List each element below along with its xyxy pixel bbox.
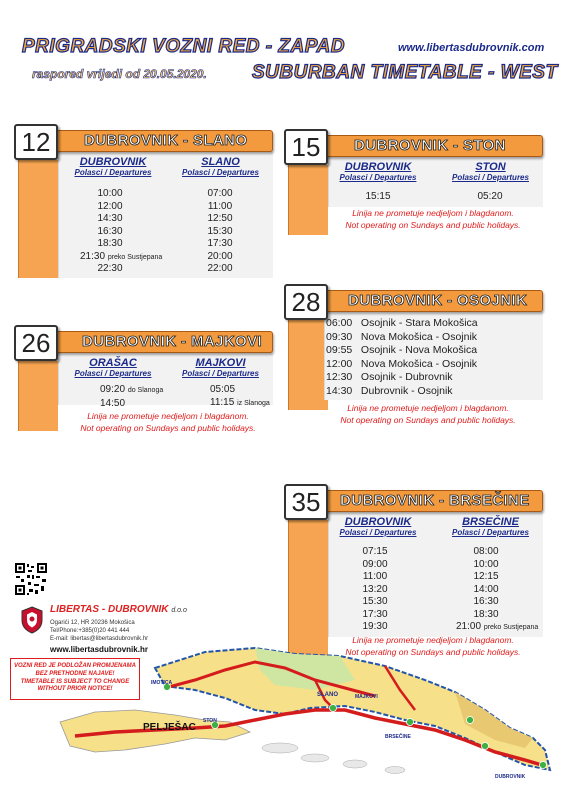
route-note: preko Sustjepana bbox=[107, 253, 163, 261]
origin-times bbox=[80, 188, 140, 251]
departure-time: 18:30 bbox=[473, 608, 499, 620]
destination-stop: BRSEČINE bbox=[462, 516, 519, 528]
departures-label: Polasci / Departures bbox=[452, 173, 529, 182]
note-croatian: Linija ne prometuje nedjeljom i blagdanom. bbox=[352, 208, 514, 218]
operating-note bbox=[43, 410, 293, 434]
destination-time-note-row bbox=[456, 621, 546, 635]
map-label-imotica: IMOTICA bbox=[151, 680, 173, 686]
destination-header bbox=[438, 161, 543, 182]
line-title: DUBROVNIK - MAJKOVI bbox=[82, 333, 263, 350]
origin-stop: DUBROVNIK bbox=[344, 516, 412, 528]
departure-time: 15:30 bbox=[362, 596, 388, 607]
company-email[interactable]: E-mail: libertas@libertasdubrovnik.hr bbox=[50, 636, 149, 642]
note-english: Not operating on Sundays and public holidays. bbox=[345, 220, 521, 230]
departure-time: 12:00 bbox=[97, 200, 123, 212]
origin-header bbox=[58, 357, 168, 378]
time-row bbox=[210, 397, 290, 411]
route-name: Nova Mokošica - Osojnik bbox=[360, 330, 478, 343]
origin-header bbox=[58, 156, 168, 177]
departure-time: 08:00 bbox=[473, 546, 499, 557]
departure-time: 12:50 bbox=[207, 213, 233, 224]
route-name: Nova Mokošica - Osojnik bbox=[360, 357, 478, 370]
destination-times bbox=[190, 188, 250, 276]
route-row bbox=[326, 358, 541, 372]
departure-time: 17:30 bbox=[207, 238, 233, 249]
route-time: 06:00 bbox=[326, 317, 353, 329]
line-number: 35 bbox=[284, 484, 328, 520]
company-website[interactable]: www.libertasdubrovnik.hr bbox=[50, 645, 148, 654]
island-shape bbox=[343, 760, 367, 768]
line-title: DUBROVNIK - OSOJNIK bbox=[348, 292, 528, 309]
departures-label: Polasci / Departures bbox=[339, 173, 417, 182]
qr-code-icon[interactable] bbox=[14, 562, 48, 596]
destination-header bbox=[168, 156, 273, 177]
island-shape bbox=[385, 767, 405, 774]
company-suffix: d.o.o bbox=[171, 607, 187, 614]
departure-time: 22:30 bbox=[97, 263, 123, 274]
line-15-card bbox=[288, 132, 543, 235]
note-english: Not operating on Sundays and public holidays. bbox=[80, 423, 256, 433]
departure-time: 16:30 bbox=[97, 225, 123, 237]
valid-from-date: raspored vrijedi od 20.05.2020. bbox=[32, 67, 207, 81]
destination-times bbox=[456, 546, 516, 621]
map-label-brsecine: BRSEČINE bbox=[385, 734, 411, 740]
departure-time: 07:00 bbox=[207, 188, 233, 199]
departure-time: 09:20 bbox=[100, 384, 126, 395]
departure-time: 14:50 bbox=[100, 397, 126, 409]
departure-time: 05:05 bbox=[210, 384, 236, 395]
destination-times bbox=[210, 384, 290, 410]
warning-line: BEZ PRETHODNE NAJAVE! bbox=[35, 670, 115, 677]
departure-time: 21:30 bbox=[80, 250, 106, 262]
departure-time: 20:00 bbox=[207, 250, 233, 262]
departure-time: 11:15 bbox=[210, 396, 235, 408]
route-row bbox=[326, 385, 541, 399]
stop-marker bbox=[407, 719, 414, 726]
departure-time: 11:00 bbox=[362, 571, 388, 582]
line-title: DUBROVNIK - BRSEČINE bbox=[340, 492, 530, 509]
departure-time: 09:00 bbox=[362, 558, 388, 570]
departure-time: 10:00 bbox=[97, 188, 123, 199]
origin-header bbox=[328, 161, 428, 182]
origin-stop: DUBROVNIK bbox=[344, 161, 412, 173]
departures-label: Polasci / Departures bbox=[339, 528, 417, 537]
stop-marker bbox=[330, 705, 337, 712]
route-note: iz Slanoga bbox=[237, 399, 270, 407]
timetable-change-warning bbox=[10, 658, 140, 700]
card-accent bbox=[288, 320, 328, 410]
stop-marker bbox=[467, 717, 474, 724]
title-english: SUBURBAN TIMETABLE - WEST bbox=[252, 62, 558, 83]
departure-time: 10:00 bbox=[473, 558, 499, 570]
route-time: 14:30 bbox=[326, 384, 353, 397]
map-label-majkovi: MAJKOVI bbox=[355, 694, 378, 700]
departures-label: Polasci / Departures bbox=[452, 528, 529, 537]
departure-time: 14:00 bbox=[473, 583, 499, 595]
route-name: Osojnik - Nova Mokošica bbox=[360, 344, 478, 356]
island-shape bbox=[301, 754, 329, 762]
origin-times bbox=[345, 546, 405, 634]
origin-times bbox=[100, 384, 180, 410]
line-35-card bbox=[288, 487, 543, 660]
note-croatian: Linija ne prometuje nedjeljom i blagdanom. bbox=[352, 635, 514, 645]
departure-time: 15:30 bbox=[207, 225, 233, 237]
line-number: 26 bbox=[14, 325, 58, 361]
departure-time: 07:15 bbox=[362, 546, 388, 557]
line-26-card bbox=[18, 328, 273, 441]
line-28-card bbox=[288, 287, 543, 430]
time-row bbox=[100, 384, 180, 398]
warning-line: TIMETABLE IS SUBJECT TO CHANGE bbox=[20, 678, 130, 685]
website-link[interactable]: www.libertasdubrovnik.com bbox=[398, 42, 545, 54]
origin-header bbox=[328, 516, 428, 537]
line-title: DUBROVNIK - STON bbox=[354, 137, 506, 154]
line-number: 28 bbox=[284, 284, 328, 320]
card-accent bbox=[18, 160, 58, 278]
route-note: preko Sustjepana bbox=[483, 624, 539, 631]
departure-time: 21:00 bbox=[456, 621, 482, 632]
route-note: do Slanoga bbox=[127, 387, 164, 394]
destination-stop: MAJKOVI bbox=[195, 357, 246, 369]
origin-stop: ORAŠAC bbox=[89, 357, 137, 369]
departure-time: 12:15 bbox=[473, 571, 499, 582]
stop-marker bbox=[540, 762, 547, 769]
destination-time: 05:20 bbox=[477, 191, 503, 202]
note-english: Not operating on Sundays and public holidays. bbox=[340, 415, 516, 425]
departure-time: 11:00 bbox=[207, 200, 233, 212]
operating-note bbox=[308, 207, 558, 231]
departures-label: Polasci / Departures bbox=[74, 369, 152, 378]
departure-time: 22:00 bbox=[207, 263, 233, 274]
origin-time: 15:15 bbox=[365, 191, 391, 202]
departures-label: Polasci / Departures bbox=[182, 168, 259, 177]
map-label-ston: STON bbox=[203, 718, 217, 724]
note-croatian: Linija ne prometuje nedjeljom i blagdanom. bbox=[87, 411, 249, 421]
origin-stop: DUBROVNIK bbox=[79, 156, 147, 168]
map-label-peljesac: PELJEŠAC bbox=[143, 722, 196, 733]
map-label-slano: SLANO bbox=[317, 692, 338, 698]
departure-time: 18:30 bbox=[97, 238, 123, 249]
island-shape bbox=[262, 743, 298, 753]
destination-header bbox=[438, 516, 543, 537]
departures-label: Polasci / Departures bbox=[74, 168, 152, 177]
route-list bbox=[326, 317, 541, 398]
route-row bbox=[326, 371, 541, 385]
route-time: 12:00 bbox=[326, 357, 353, 370]
destination-header bbox=[168, 357, 273, 378]
origin-time-note-row bbox=[80, 251, 192, 265]
line-number: 12 bbox=[14, 124, 58, 160]
origin-times-last bbox=[80, 263, 140, 276]
route-time: 12:30 bbox=[326, 371, 353, 383]
route-row bbox=[326, 317, 541, 331]
route-name: Osojnik - Dubrovnik bbox=[360, 371, 453, 383]
title-croatian: PRIGRADSKI VOZNI RED - ZAPAD bbox=[22, 36, 345, 57]
operating-note bbox=[298, 402, 558, 426]
destination-stop: STON bbox=[475, 161, 506, 173]
company-name bbox=[50, 604, 187, 615]
note-english: Not operating on Sundays and public holidays. bbox=[345, 647, 521, 657]
warning-line: VOZNI RED JE PODLOŽAN PROMJENAMA bbox=[13, 663, 136, 669]
departure-time: 13:20 bbox=[362, 583, 388, 595]
route-time: 09:55 bbox=[326, 344, 353, 356]
route-name: Dubrovnik - Osojnik bbox=[360, 384, 453, 397]
line-number: 15 bbox=[284, 129, 328, 165]
route-name: Osojnik - Stara Mokošica bbox=[360, 317, 478, 329]
departure-time: 14:30 bbox=[97, 213, 123, 224]
destination-stop: SLANO bbox=[201, 156, 240, 168]
stop-marker bbox=[482, 743, 489, 750]
map-label-dubrovnik: DUBROVNIK bbox=[495, 774, 526, 780]
libertas-crest-icon bbox=[20, 606, 44, 634]
departure-time: 16:30 bbox=[473, 596, 499, 607]
company-phone: Tel/Phone:+385(0)20 441 444 bbox=[50, 628, 130, 634]
route-row bbox=[326, 344, 541, 358]
departures-label: Polasci / Departures bbox=[182, 369, 259, 378]
departure-time: 17:30 bbox=[362, 608, 388, 620]
line-title: DUBROVNIK - SLANO bbox=[84, 132, 248, 149]
company-title: LIBERTAS - DUBROVNIK bbox=[50, 604, 169, 615]
departure-time: 19:30 bbox=[362, 621, 388, 632]
line-12-card bbox=[18, 127, 273, 278]
note-croatian: Linija ne prometuje nedjeljom i blagdanom. bbox=[347, 403, 509, 413]
route-row bbox=[326, 331, 541, 345]
company-address: Ogarići 12, HR 20236 Mokošica bbox=[50, 620, 135, 626]
warning-line: WITHOUT PRIOR NOTICE! bbox=[37, 686, 113, 693]
route-time: 09:30 bbox=[326, 330, 353, 343]
